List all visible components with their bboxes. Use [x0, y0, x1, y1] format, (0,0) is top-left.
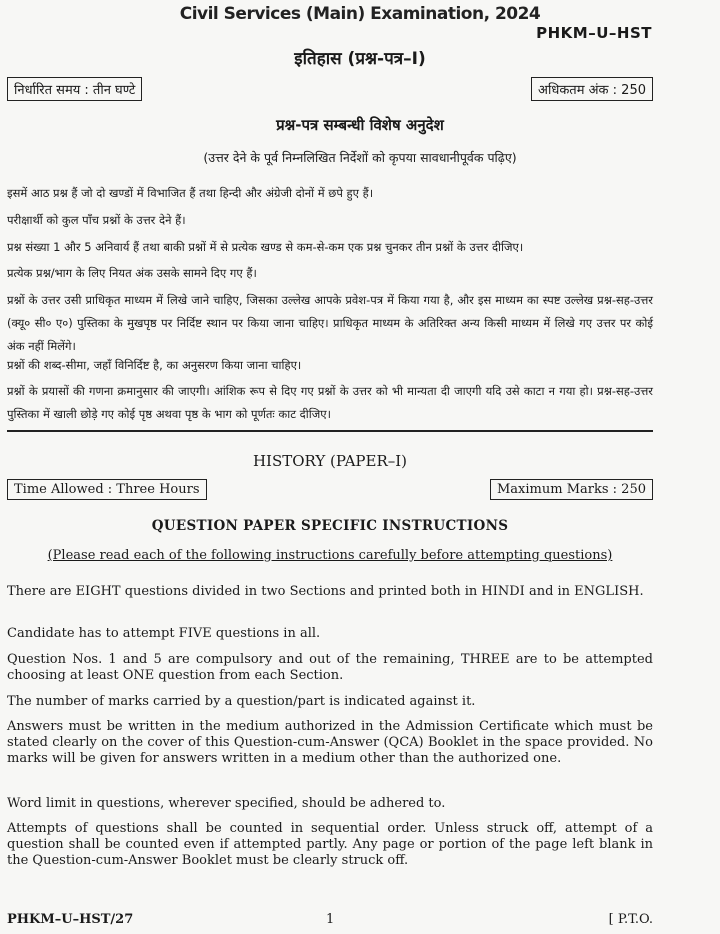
section-divider	[7, 430, 653, 432]
english-paragraph: There are EIGHT questions divided in two Sections and printed both in HINDI and in ENGLISH.	[7, 584, 644, 599]
english-marks-box: Maximum Marks : 250	[490, 479, 653, 500]
hindi-paragraph: इसमें आठ प्रश्न हैं जो दो खण्डों में विभाजित हैं तथा हिन्दी और अंग्रेजी दोनों में छपे हुए हैं।	[7, 186, 374, 200]
english-paragraph: Answers must be written in the medium authorized in the Admission Certificate which must be stated clearly on the cover of this Question-cum-Answer (QCA) Booklet in the space provided. No marks will be given for answers written in a medium other than the authorized one.	[7, 719, 653, 766]
page-number: 1	[326, 912, 335, 927]
hindi-paragraph: प्रश्नों की शब्द-सीमा, जहाँ विनिर्दिष्ट है, का अनुसरण किया जाना चाहिए।	[7, 358, 302, 372]
hindi-instructions-subheading: (उत्तर देने के पूर्व निम्नलिखित निर्देशों को कृपया सावधानीपूर्वक पढ़िए)	[203, 150, 517, 165]
hindi-paragraph: प्रश्नों के उत्तर उसी प्राधिकृत माध्यम में लिखे जाने चाहिए, जिसका उल्लेख आपके प्रवेश-पत्र में किया गया है, और इस माध्यम का स्पष्ट उल्लेख प्रश्न-सह-उत्तर (क्यू० सी० ए०) पुस्तिका के मुखपृष्ठ पर निर्दिष्ट स्थान पर किया जाना चाहिए। प्राधिकृत माध्यम के अतिरिक्त अन्य किसी माध्यम में लिखे गए उत्तर पर कोई अंक नहीं मिलेंगे।	[7, 293, 653, 353]
english-paragraph: The number of marks carried by a question/part is indicated against it.	[7, 694, 476, 709]
hindi-marks-box: अधिकतम अंक : 250	[531, 77, 653, 101]
hindi-paragraph: प्रत्येक प्रश्न/भाग के लिए नियत अंक उसके सामने दिए गए हैं।	[7, 266, 257, 280]
english-instructions-subheading: (Please read each of the following instructions carefully before attempting questions)	[47, 548, 613, 563]
paper-code: PHKM–U–HST	[536, 24, 652, 42]
english-subject-title: HISTORY (PAPER–I)	[252, 452, 408, 470]
exam-title: Civil Services (Main) Examination, 2024	[179, 4, 541, 24]
english-paragraph: Question Nos. 1 and 5 are compulsory and out of the remaining, THREE are to be attempted choosing at least ONE question from each Section.	[7, 652, 653, 683]
hindi-subject-title: इतिहास (प्रश्न-पत्र–I)	[294, 49, 426, 69]
footer-code: PHKM–U–HST/27	[7, 912, 134, 927]
pto-mark: [ P.T.O.	[608, 912, 653, 927]
hindi-paragraph: प्रश्नों के प्रयासों की गणना क्रमानुसार की जाएगी। आंशिक रूप से दिए गए प्रश्नों के उत्तर को भी मान्यता दी जाएगी यदि उसे काटा न गया हो। प्रश्न-सह-उत्तर पुस्तिका में खाली छोड़े गए कोई पृष्ठ अथवा पृष्ठ के भाग को पूर्णतः काट दीजिए।	[7, 384, 653, 421]
english-instructions-heading: QUESTION PAPER SPECIFIC INSTRUCTIONS	[151, 518, 509, 534]
english-paragraph: Candidate has to attempt FIVE questions in all.	[7, 626, 321, 641]
english-paragraph: Word limit in questions, wherever specified, should be adhered to.	[7, 796, 446, 811]
english-time-box: Time Allowed : Three Hours	[7, 479, 207, 500]
hindi-instructions-heading: प्रश्न-पत्र सम्बन्धी विशेष अनुदेश	[276, 116, 444, 134]
hindi-time-box: निर्धारित समय : तीन घण्टे	[7, 77, 142, 101]
hindi-paragraph: परीक्षार्थी को कुल पाँच प्रश्नों के उत्तर देने हैं।	[7, 213, 186, 227]
hindi-paragraph: प्रश्न संख्या 1 और 5 अनिवार्य हैं तथा बाकी प्रश्नों में से प्रत्येक खण्ड से कम-से-कम एक प्रश्न चुनकर तीन प्रश्नों के उत्तर दीजिए।	[7, 240, 524, 254]
english-paragraph: Attempts of questions shall be counted in sequential order. Unless struck off, attempt of a question shall be counted even if attempted partly. Any page or portion of the page left blank in the Question-cum-Answer Booklet must be clearly struck off.	[7, 821, 653, 868]
